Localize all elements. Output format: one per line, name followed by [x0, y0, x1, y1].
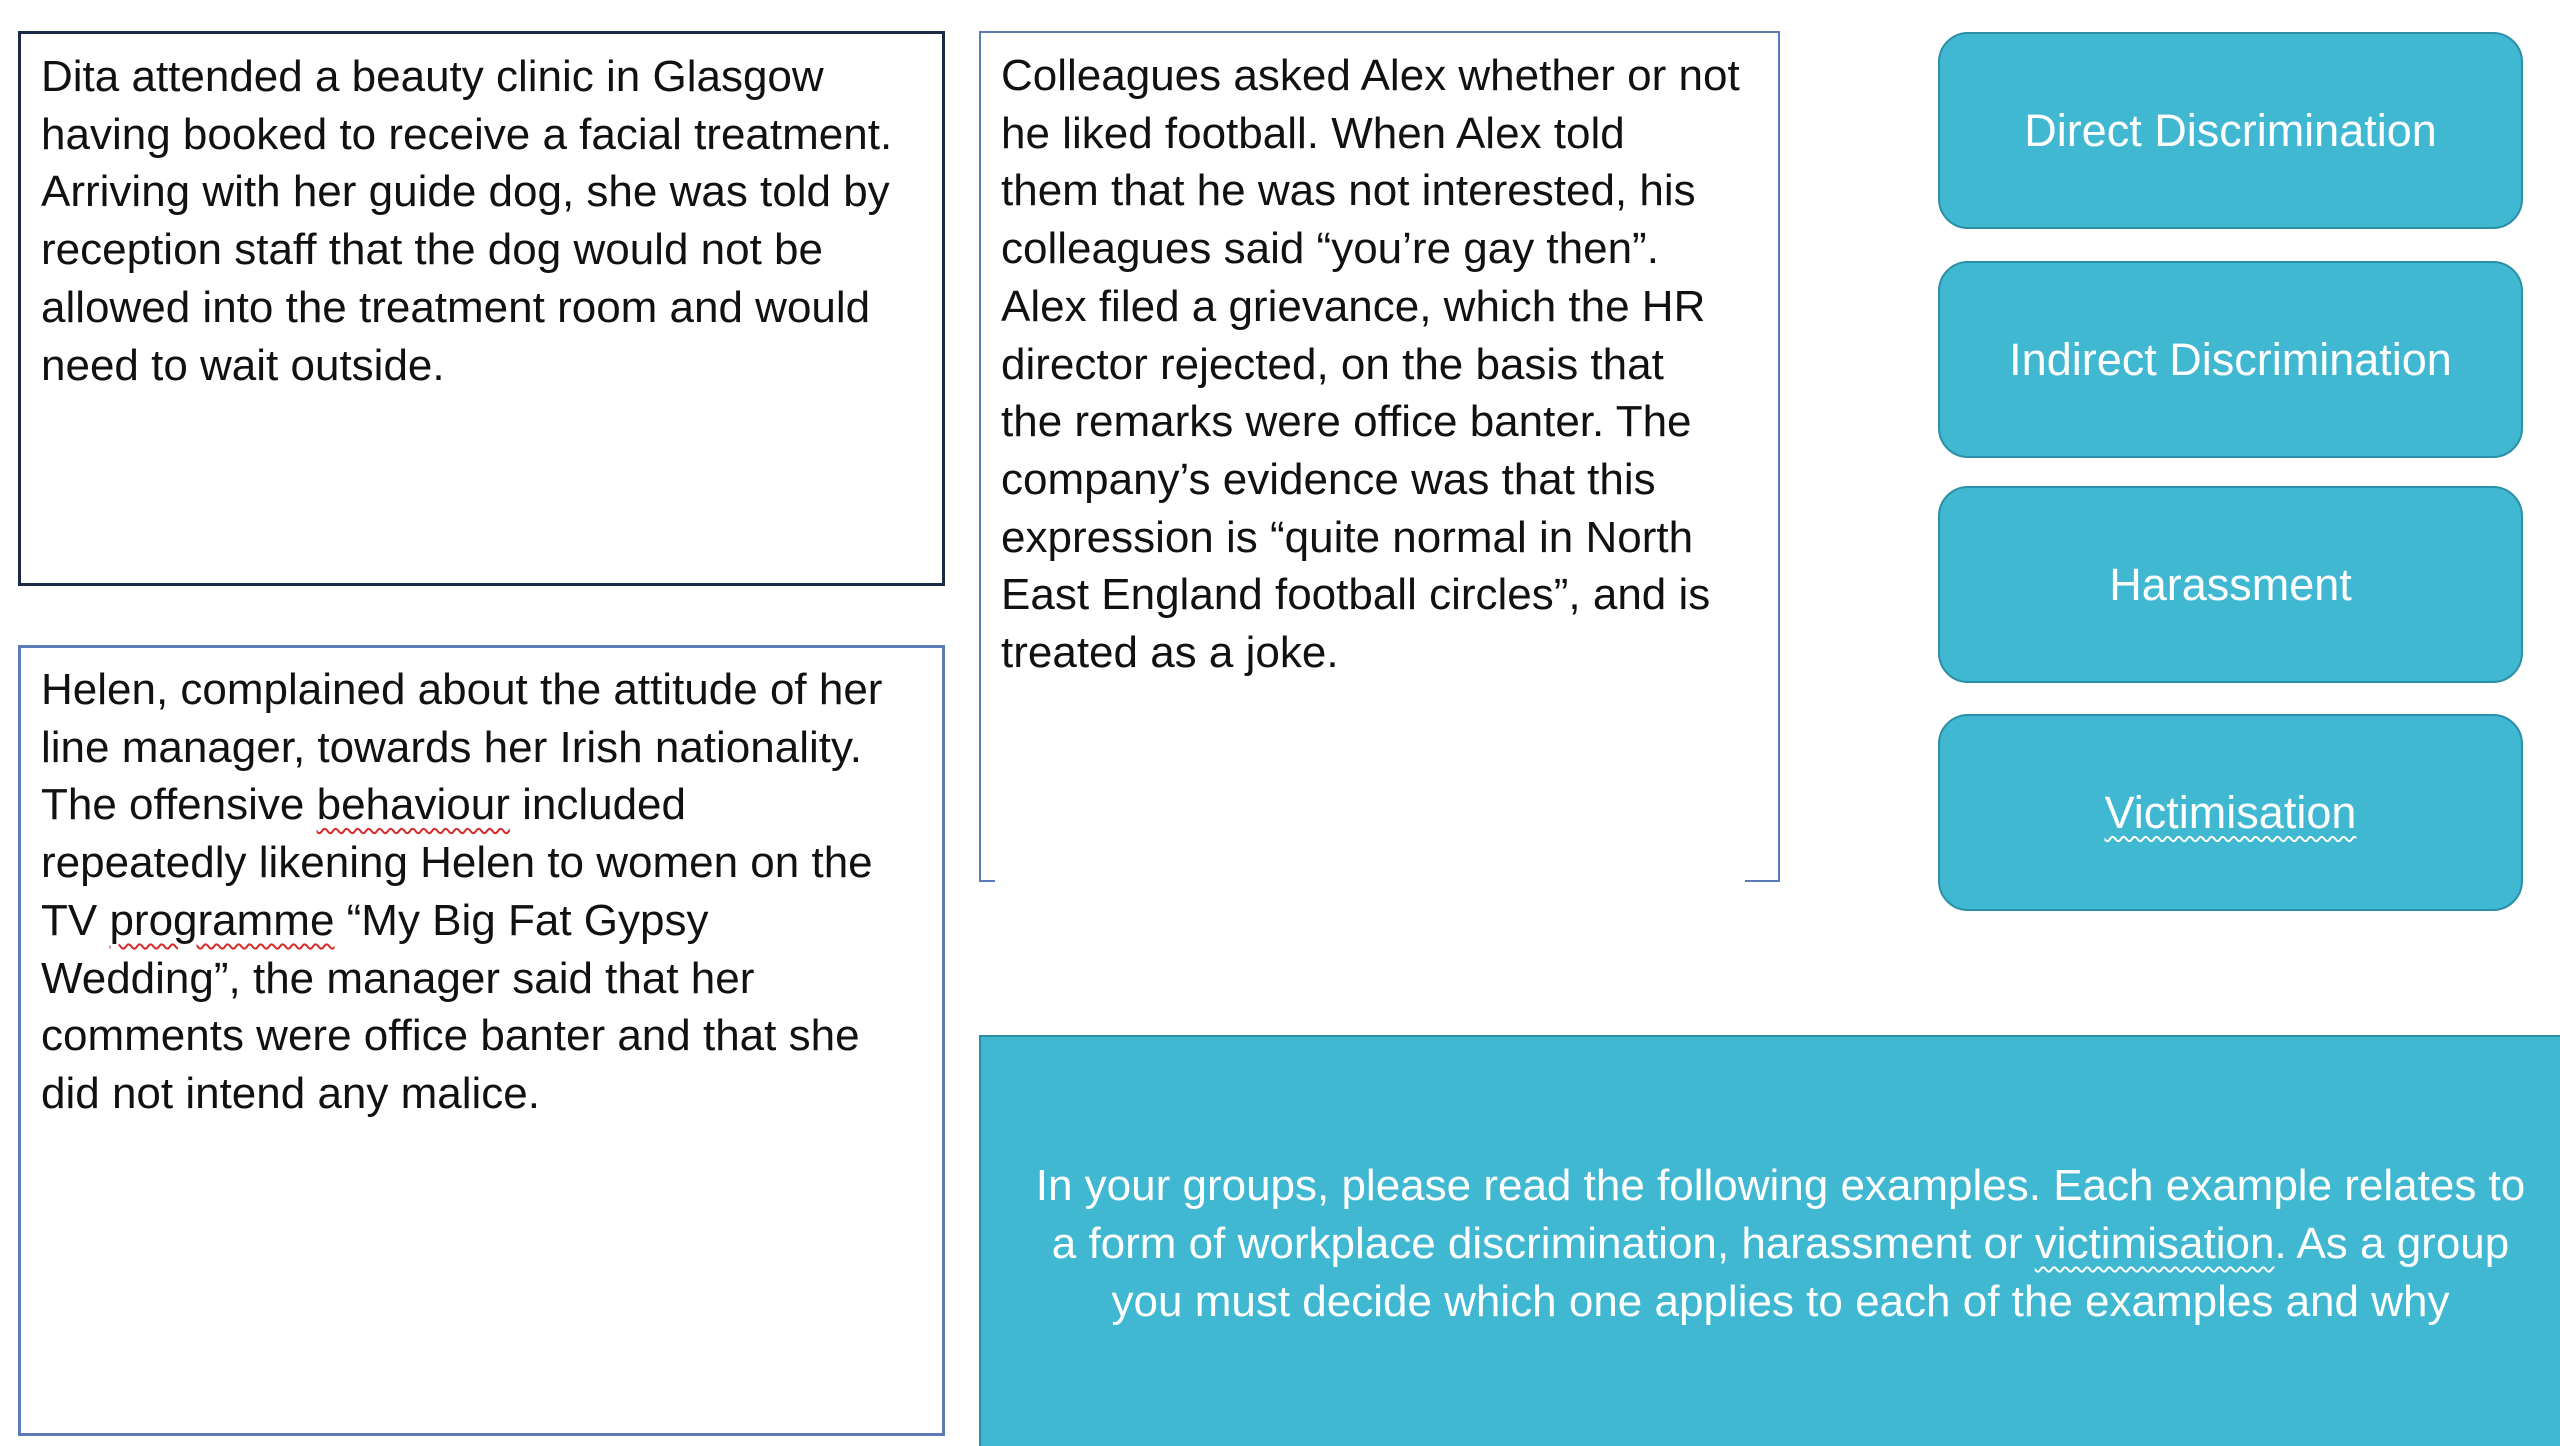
scenario-line: he liked football. When Alex told [1001, 108, 1625, 158]
scenario-line: reception staff that the dog would not be [41, 225, 823, 275]
spellcheck-flagged-word[interactable]: victimisation [2034, 1219, 2275, 1268]
instructions-line [1001, 1215, 2560, 1273]
scenario-line: Alex filed a grievance, which the HR [1001, 281, 1706, 331]
instructions-line: you must decide which one applies to each of the examples and why [1111, 1277, 2450, 1326]
scenario-line: director rejected, on the basis that [1001, 339, 1664, 389]
scenario-line: company’s evidence was that this [1001, 454, 1656, 504]
scenario-line: line manager, towards her Irish nationality. [41, 722, 862, 772]
category-label: Indirect Discrimination [2009, 333, 2452, 385]
text-segment: TV [41, 895, 110, 945]
scenario-line: them that he was not interested, his [1001, 166, 1696, 216]
text-segment: “My Big Fat Gypsy [334, 895, 709, 945]
scenario-line [41, 776, 922, 834]
scenario-line: Helen, complained about the attitude of her [41, 665, 883, 714]
textbox-border-segment [979, 880, 995, 882]
category-harassment[interactable] [1938, 486, 2523, 683]
scenario-line: did not intend any malice. [41, 1068, 540, 1118]
scenario-line [41, 892, 922, 950]
scenario-alex-textbox[interactable] [979, 31, 1780, 882]
category-victimisation[interactable] [1938, 714, 2523, 911]
text-segment: . As a group [2274, 1219, 2510, 1268]
category-label: Victimisation [2104, 786, 2357, 838]
text-segment: The offensive [41, 780, 317, 830]
scenario-line: having booked to receive a facial treatment. [41, 109, 893, 159]
scenario-line: the remarks were office banter. The [1001, 397, 1692, 447]
scenario-helen-textbox[interactable] [18, 645, 945, 1436]
instructions-line: In your groups, please read the following examples. Each example relates to [1035, 1161, 2526, 1210]
scenario-line: Wedding”, the manager said that her [41, 953, 755, 1003]
scenario-line: repeatedly likening Helen to women on the [41, 838, 873, 888]
scenario-line: Colleagues asked Alex whether or not [1001, 51, 1740, 100]
scenario-line: need to wait outside. [41, 340, 445, 390]
scenario-dita-textbox[interactable] [18, 31, 945, 586]
scenario-line: allowed into the treatment room and would [41, 282, 871, 332]
category-label: Direct Discrimination [2024, 104, 2437, 156]
instructions-panel[interactable] [979, 1035, 2560, 1446]
category-label: Harassment [2109, 558, 2352, 610]
spellcheck-flagged-word[interactable]: programme [109, 895, 335, 945]
text-segment: included [509, 780, 686, 830]
text-segment: a form of workplace discrimination, harassment or [1051, 1219, 2035, 1268]
scenario-line: Arriving with her guide dog, she was told by [41, 167, 890, 217]
spellcheck-flagged-word[interactable]: behaviour [316, 780, 510, 830]
scenario-line: comments were office banter and that she [41, 1011, 860, 1061]
scenario-line: colleagues said “you’re gay then”. [1001, 224, 1659, 274]
scenario-line: Dita attended a beauty clinic in Glasgow [41, 52, 824, 101]
scenario-line: expression is “quite normal in North [1001, 512, 1694, 562]
scenario-line: treated as a joke. [1001, 628, 1339, 678]
category-direct-discrimination[interactable] [1938, 32, 2523, 229]
category-indirect-discrimination[interactable] [1938, 261, 2523, 458]
scenario-line: East England football circles”, and is [1001, 570, 1711, 620]
textbox-border-segment [1745, 880, 1780, 882]
